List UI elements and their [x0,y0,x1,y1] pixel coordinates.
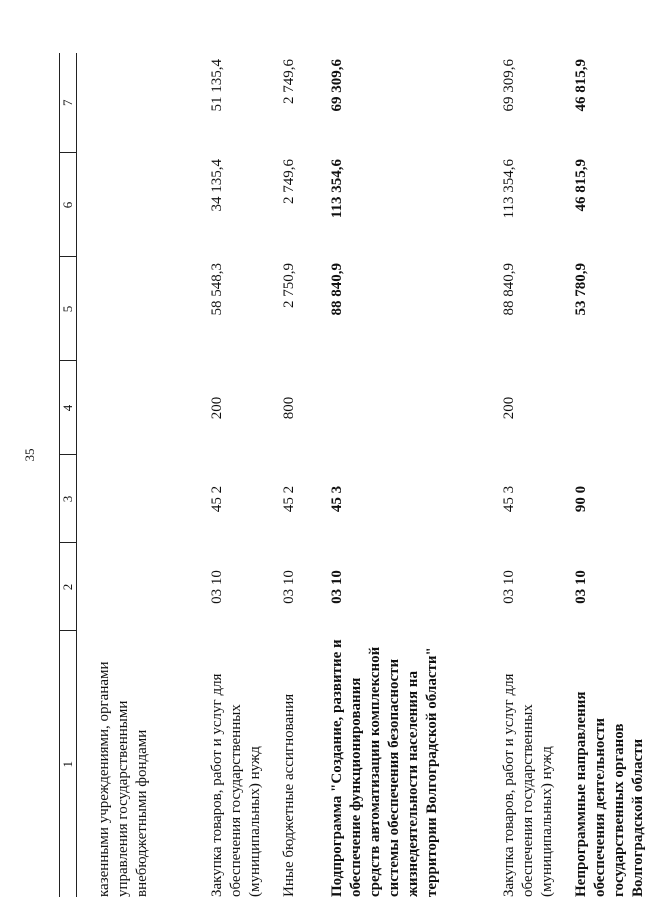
header-col-3: 3 [60,455,77,543]
row-name: Непрограммные направления обеспечения деятельности государственных органов Волгоградской области [573,691,646,897]
row-section-code [77,543,209,631]
row-program-code [77,455,209,543]
row-section-code: 03 10 [329,570,345,604]
row-value-6: 113 354,6 [329,159,345,219]
row-value-6 [77,153,209,257]
row-value-6: 2 749,6 [281,159,297,204]
row-expense-type [328,361,500,455]
row-value-5: 88 840,9 [329,263,345,316]
row-value-7: 46 815,9 [573,59,589,112]
row-expense-type [77,361,209,455]
budget-table [59,53,660,897]
header-col-1: 1 [60,631,77,897]
row-program-code: 45 3 [501,485,517,513]
row-program-code: 90 0 [573,485,589,513]
row-section-code: 03 10 [209,570,225,604]
table-row-nonprogram [572,53,660,897]
row-value-5: 88 840,9 [501,263,517,316]
table-row [77,53,209,897]
row-section-code: 03 10 [281,570,297,604]
row-name: Закупка товаров, работ и услуг для обеспечения государственных (муниципальных) нужд [209,673,263,897]
row-value-7: 69 309,6 [501,59,517,112]
row-program-code: 45 2 [281,485,297,513]
row-value-7 [77,53,209,153]
table-row [500,53,572,897]
row-expense-type: 200 [501,396,517,420]
row-name: Закупка товаров, работ и услуг для обеспечения государственных (муниципальных) нужд [501,673,555,897]
row-section-code: 03 10 [573,570,589,604]
row-program-code: 45 3 [329,485,345,513]
page-number: 35 [22,448,37,462]
row-value-7: 2 749,6 [281,59,297,104]
row-value-7: 51 135,4 [209,59,225,112]
header-col-7: 7 [60,53,77,153]
row-value-6: 46 815,9 [573,159,589,212]
row-value-5 [77,257,209,361]
table-row [208,53,280,897]
row-program-code: 45 2 [209,485,225,513]
row-value-5: 58 548,3 [209,263,225,316]
row-expense-type: 200 [209,396,225,420]
row-value-6: 34 135,4 [209,159,225,212]
table-row [280,53,328,897]
header-col-4: 4 [60,361,77,455]
header-col-6: 6 [60,153,77,257]
row-value-5: 53 780,9 [573,263,589,316]
row-expense-type [572,361,660,455]
header-col-2: 2 [60,543,77,631]
row-value-6: 113 354,6 [501,159,517,219]
table-header-row [60,53,77,897]
budget-table-rotated [59,53,646,897]
row-value-7: 69 309,6 [329,59,345,112]
header-col-5: 5 [60,257,77,361]
row-name: Иные бюджетные ассигнования [281,693,297,897]
row-name: казенными учреждениями, органами управления государственными внебюджетными фондами [96,661,150,897]
row-value-5: 2 750,9 [281,263,297,308]
table-row-subprogram [328,53,500,897]
row-name: Подпрограмма "Создание, развитие и обеспечение функционирования средств автоматизации комплексной системы обеспечения безопасности жизнедеятельности населения на территории Волгоградской области" [329,639,440,897]
row-expense-type: 800 [281,396,297,420]
row-section-code: 03 10 [501,570,517,604]
